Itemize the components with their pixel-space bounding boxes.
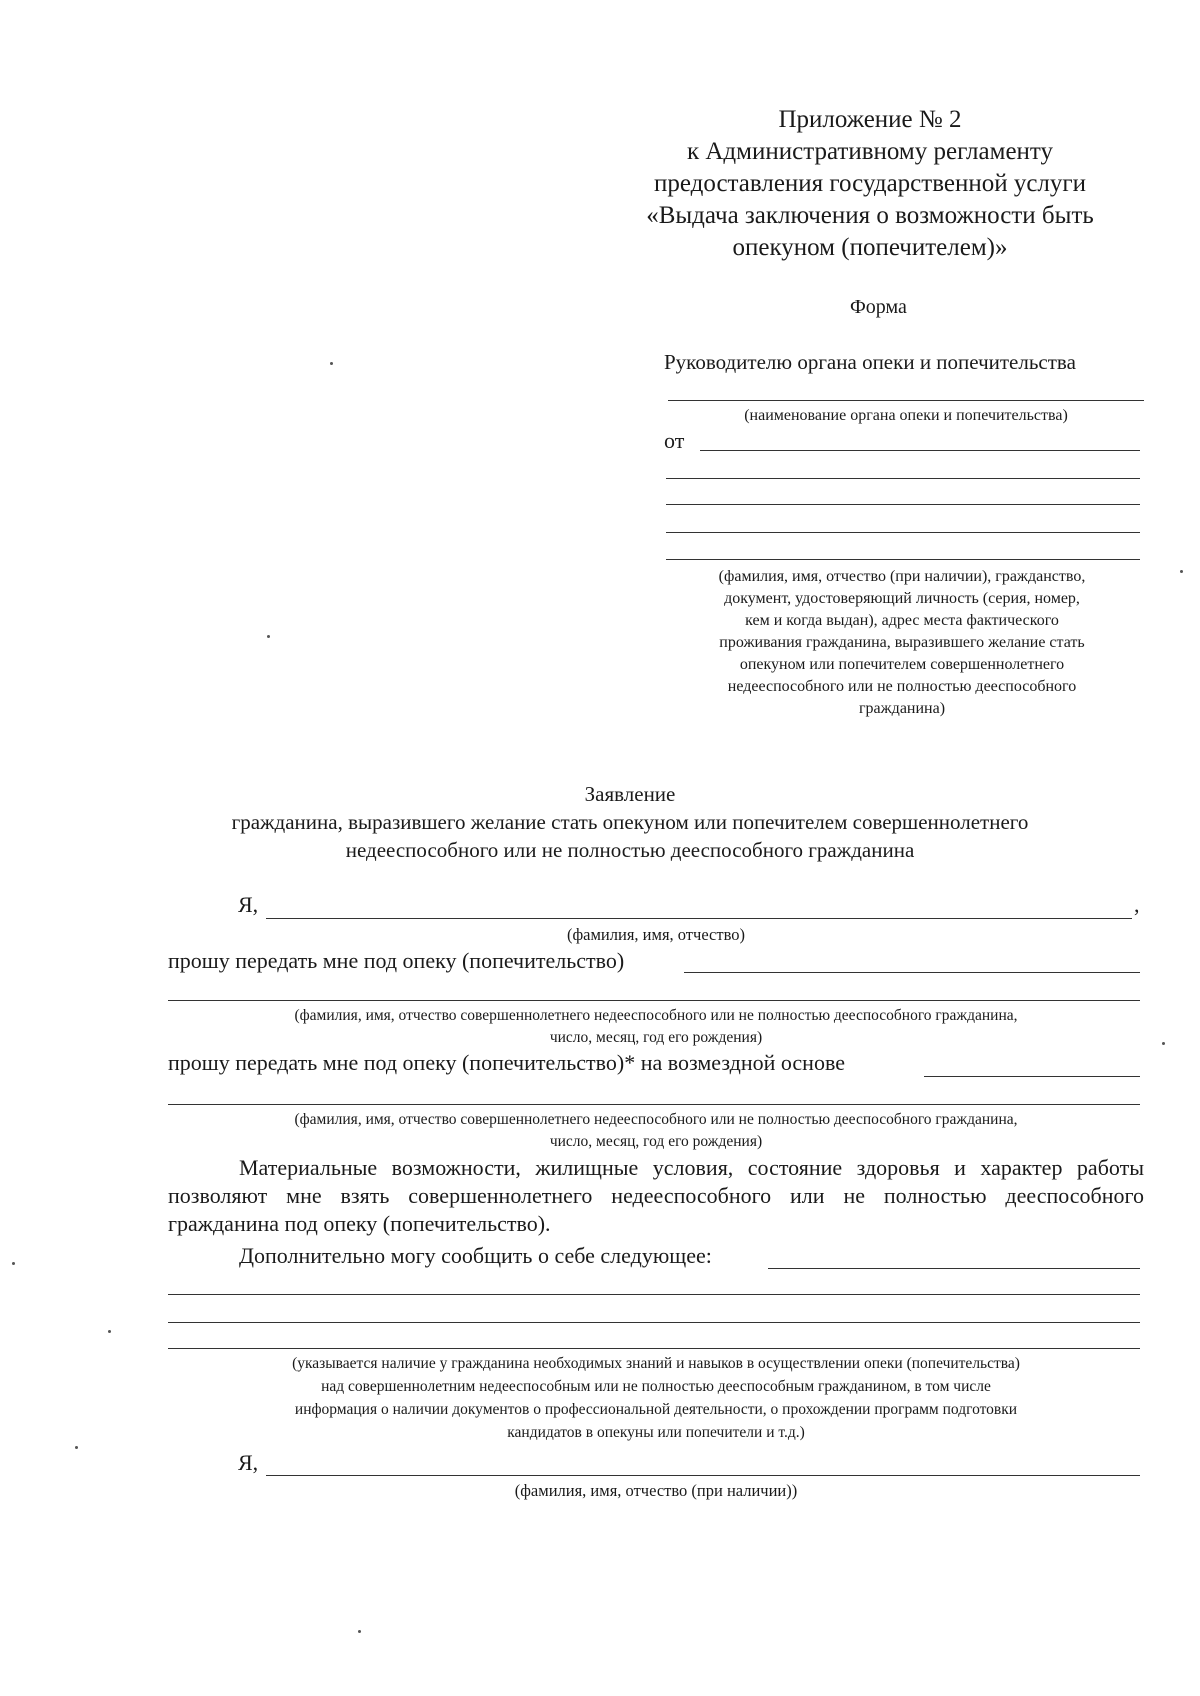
fio-field-line-2[interactable] bbox=[266, 1475, 1140, 1476]
addressee-line: Руководителю органа опеки и попечительства bbox=[664, 350, 1076, 374]
caption-line: недееспособного или не полностью дееспособного bbox=[727, 678, 1077, 695]
scan-speck bbox=[1180, 570, 1183, 573]
appendix-line: к Административному регламенту bbox=[686, 138, 1054, 165]
from-label: от bbox=[664, 428, 685, 453]
caption-line: над совершеннолетним недееспособным или не полностью дееспособным гражданином, в том числе bbox=[321, 1378, 991, 1395]
caption-line: опекуном или попечителем совершеннолетнего bbox=[739, 656, 1065, 673]
additional-field-line[interactable] bbox=[168, 1322, 1140, 1323]
caption-line: (фамилия, имя, отчество совершеннолетнего недееспособного или не полностью дееспособного гражданина, bbox=[294, 1007, 1018, 1024]
organ-name-field[interactable] bbox=[668, 400, 1144, 401]
appendix-header bbox=[600, 104, 1140, 264]
from-field-line[interactable] bbox=[700, 450, 1140, 451]
caption-line: число, месяц, год его рождения) bbox=[549, 1029, 763, 1046]
request-2-label: прошу передать мне под опеку (попечительство)* на возмездной основе bbox=[168, 1050, 845, 1075]
from-field-line[interactable] bbox=[666, 559, 1140, 560]
from-field-line[interactable] bbox=[666, 532, 1140, 533]
ward-field-line[interactable] bbox=[168, 1000, 1140, 1001]
skills-caption bbox=[168, 1352, 1144, 1444]
statement-subtitle: гражданина, выразившего желание стать опекуном или попечителем совершеннолетнего bbox=[231, 810, 1029, 834]
applicant-caption bbox=[660, 566, 1144, 720]
i-label-2: Я, bbox=[238, 1450, 259, 1475]
caption-line: кандидатов в опекуны или попечители и т.д.) bbox=[507, 1424, 805, 1441]
scan-speck bbox=[12, 1262, 15, 1265]
additional-field-line[interactable] bbox=[168, 1348, 1140, 1349]
request-1-label: прошу передать мне под опеку (попечительство) bbox=[168, 948, 625, 973]
ward-field-line[interactable] bbox=[684, 972, 1140, 973]
appendix-line: Приложение № 2 bbox=[778, 106, 962, 133]
caption-line: проживания гражданина, выразившего желание стать bbox=[719, 634, 1085, 651]
scan-speck bbox=[75, 1446, 78, 1449]
additional-field-line[interactable] bbox=[168, 1294, 1140, 1295]
from-field-line[interactable] bbox=[666, 478, 1140, 479]
organ-caption: (наименование органа опеки и попечительства) bbox=[744, 407, 1068, 424]
caption-line: кем и когда выдан), адрес места фактического bbox=[745, 612, 1059, 629]
scan-speck bbox=[267, 635, 270, 638]
caption-line: (фамилия, имя, отчество совершеннолетнего недееспособного или не полностью дееспособного гражданина, bbox=[294, 1111, 1018, 1128]
i-trailing-comma: , bbox=[1134, 892, 1140, 917]
scan-speck bbox=[108, 1330, 111, 1333]
scan-speck bbox=[358, 1630, 361, 1633]
statement-title: Заявление bbox=[584, 782, 676, 806]
statement-title-block bbox=[140, 780, 1120, 864]
from-field-line[interactable] bbox=[666, 504, 1140, 505]
ward2-caption bbox=[168, 1109, 1144, 1153]
fio-caption-2: (фамилия, имя, отчество (при наличии)) bbox=[514, 1481, 798, 1500]
caption-line: (указывается наличие у гражданина необходимых знаний и навыков в осуществлении опеки (попечительства) bbox=[292, 1355, 1020, 1372]
additional-field-line[interactable] bbox=[768, 1268, 1140, 1269]
caption-line: гражданина) bbox=[858, 700, 946, 717]
caption-line: (фамилия, имя, отчество (при наличии), гражданство, bbox=[718, 568, 1086, 585]
material-paragraph: Материальные возможности, жилищные условия, состояние здоровья и характер работы позволяют мне взять совершеннолетнего недееспособного или не полностью дееспособного гражданина под опеку (попечительство). bbox=[168, 1155, 1144, 1236]
appendix-line: опекуном (попечителем)» bbox=[732, 234, 1008, 261]
caption-line: информация о наличии документов о профессиональной деятельности, о прохождении программ подготовки bbox=[294, 1401, 1018, 1418]
appendix-line: предоставления государственной услуги bbox=[653, 170, 1087, 197]
fio-field-line[interactable] bbox=[266, 918, 1132, 919]
scan-speck bbox=[1162, 1042, 1165, 1045]
scan-speck bbox=[330, 362, 333, 365]
appendix-line: «Выдача заключения о возможности быть bbox=[646, 202, 1094, 229]
statement-subtitle: недееспособного или не полностью дееспособного гражданина bbox=[345, 838, 915, 862]
additional-label: Дополнительно могу сообщить о себе следующее: bbox=[239, 1243, 712, 1268]
caption-line: документ, удостоверяющий личность (серия, номер, bbox=[724, 590, 1080, 607]
i-label: Я, bbox=[238, 892, 259, 917]
fio-caption: (фамилия, имя, отчество) bbox=[566, 925, 746, 944]
ward2-field-line[interactable] bbox=[168, 1104, 1140, 1105]
form-label: Форма bbox=[850, 296, 907, 318]
ward-caption bbox=[168, 1005, 1144, 1049]
caption-line: число, месяц, год его рождения) bbox=[549, 1133, 763, 1150]
ward2-field-line[interactable] bbox=[924, 1076, 1140, 1077]
